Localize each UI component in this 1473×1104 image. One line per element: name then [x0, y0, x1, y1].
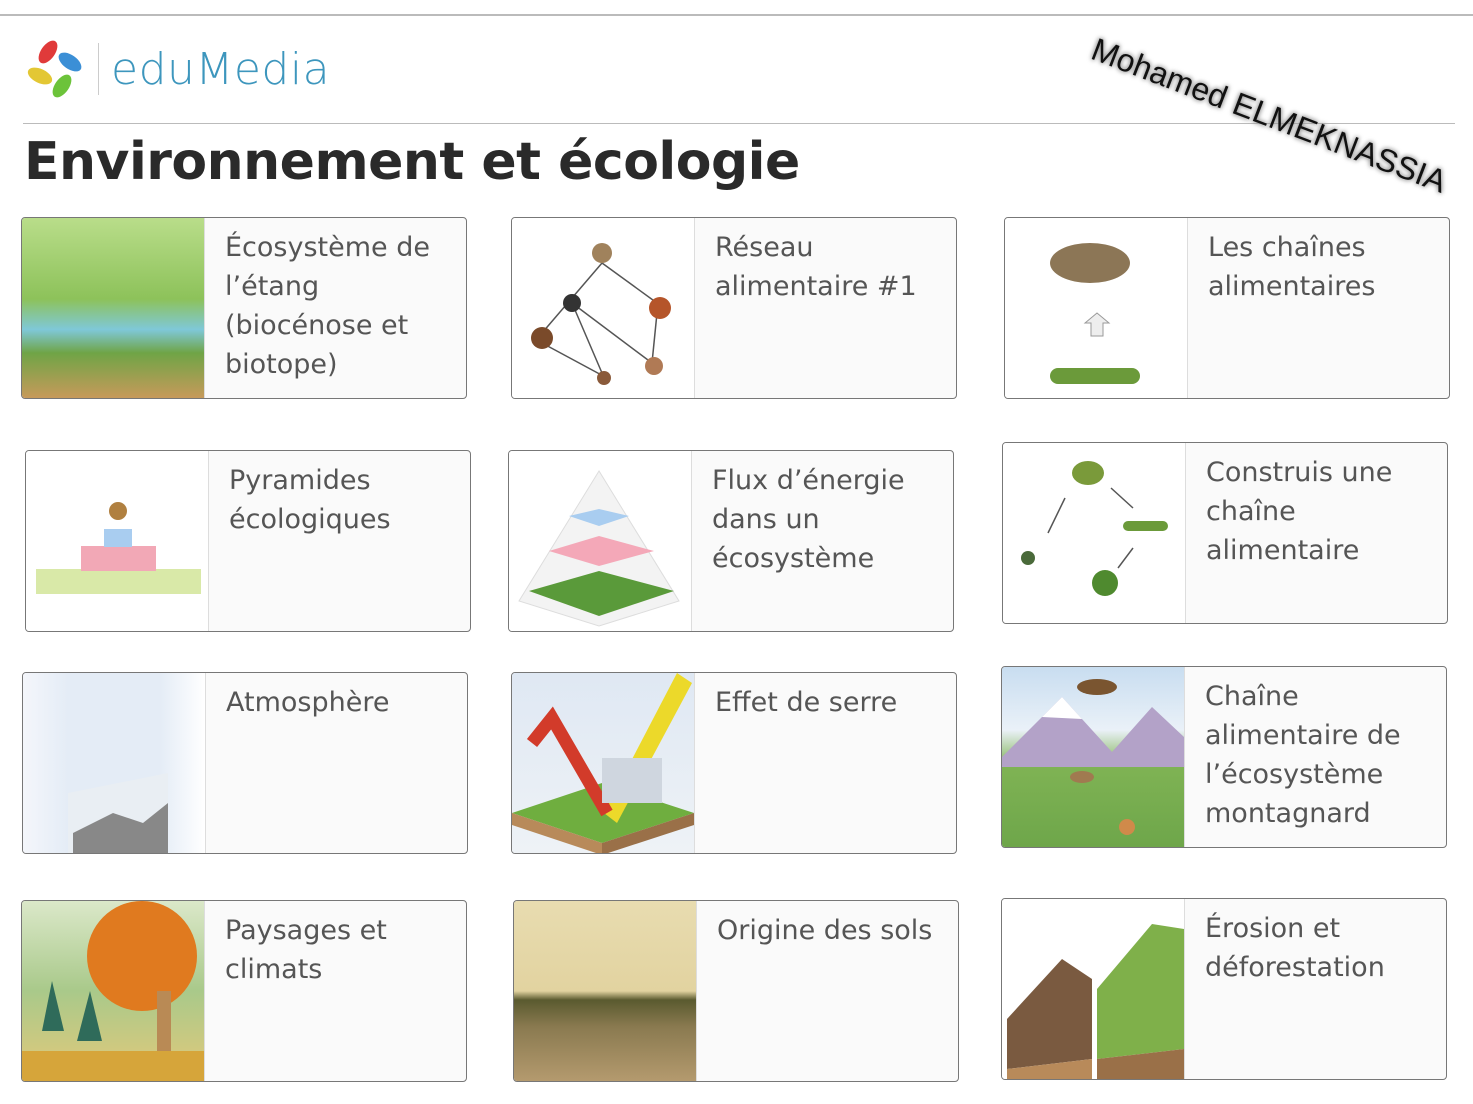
energy-flow-thumbnail	[509, 451, 692, 631]
card-erosion-deforestation[interactable]	[1001, 898, 1447, 1080]
card-title: Réseau alimentaire #1	[715, 232, 917, 302]
food-chain-thumbnail	[1005, 218, 1188, 398]
logo-separator	[98, 43, 99, 95]
card-title: Érosion et déforestation	[1205, 913, 1385, 983]
greenhouse-effect-thumbnail	[512, 673, 695, 853]
page-title: Environnement et écologie	[24, 132, 800, 192]
pond-ecosystem-thumbnail	[22, 218, 205, 398]
watermark: Mohamed ELMEKNASSIA	[1086, 30, 1452, 200]
food-web-thumbnail	[512, 218, 695, 398]
card-effet-de-serre[interactable]	[511, 672, 957, 854]
card-reseau-alimentaire[interactable]	[511, 217, 957, 399]
card-chaine-montagnard[interactable]	[1001, 666, 1447, 848]
erosion-deforestation-thumbnail	[1002, 899, 1185, 1079]
card-ecosysteme-etang[interactable]	[21, 217, 467, 399]
card-flux-energie[interactable]	[508, 450, 954, 632]
card-atmosphere[interactable]	[22, 672, 468, 854]
landscapes-climates-thumbnail	[22, 901, 205, 1081]
build-food-chain-thumbnail	[1003, 443, 1186, 623]
card-title: Écosystème de l’étang (biocénose et biotope)	[225, 232, 430, 380]
brand-name: eduMedia	[111, 43, 331, 95]
ecological-pyramid-thumbnail	[26, 451, 209, 631]
soil-origin-thumbnail	[514, 901, 697, 1081]
mountain-food-chain-thumbnail	[1002, 667, 1185, 847]
card-title: Atmosphère	[226, 687, 390, 718]
card-construis-chaine[interactable]	[1002, 442, 1448, 624]
top-divider	[0, 14, 1473, 16]
edumedia-flower-icon	[22, 36, 88, 102]
card-paysages-climats[interactable]	[21, 900, 467, 1082]
card-origine-sols[interactable]	[513, 900, 959, 1082]
card-title: Chaîne alimentaire de l’écosystème montagnard	[1205, 681, 1401, 829]
card-title: Flux d’énergie dans un écosystème	[712, 465, 905, 574]
edumedia-logo[interactable]	[22, 36, 330, 102]
card-title: Construis une chaîne alimentaire	[1206, 457, 1393, 566]
atmosphere-thumbnail	[23, 673, 206, 853]
card-chaines-alimentaires[interactable]	[1004, 217, 1450, 399]
card-title: Effet de serre	[715, 687, 898, 718]
card-title: Les chaînes alimentaires	[1208, 232, 1376, 302]
card-title: Paysages et climats	[225, 915, 387, 985]
card-title: Origine des sols	[717, 915, 933, 946]
card-title: Pyramides écologiques	[229, 465, 391, 535]
card-pyramides[interactable]	[25, 450, 471, 632]
